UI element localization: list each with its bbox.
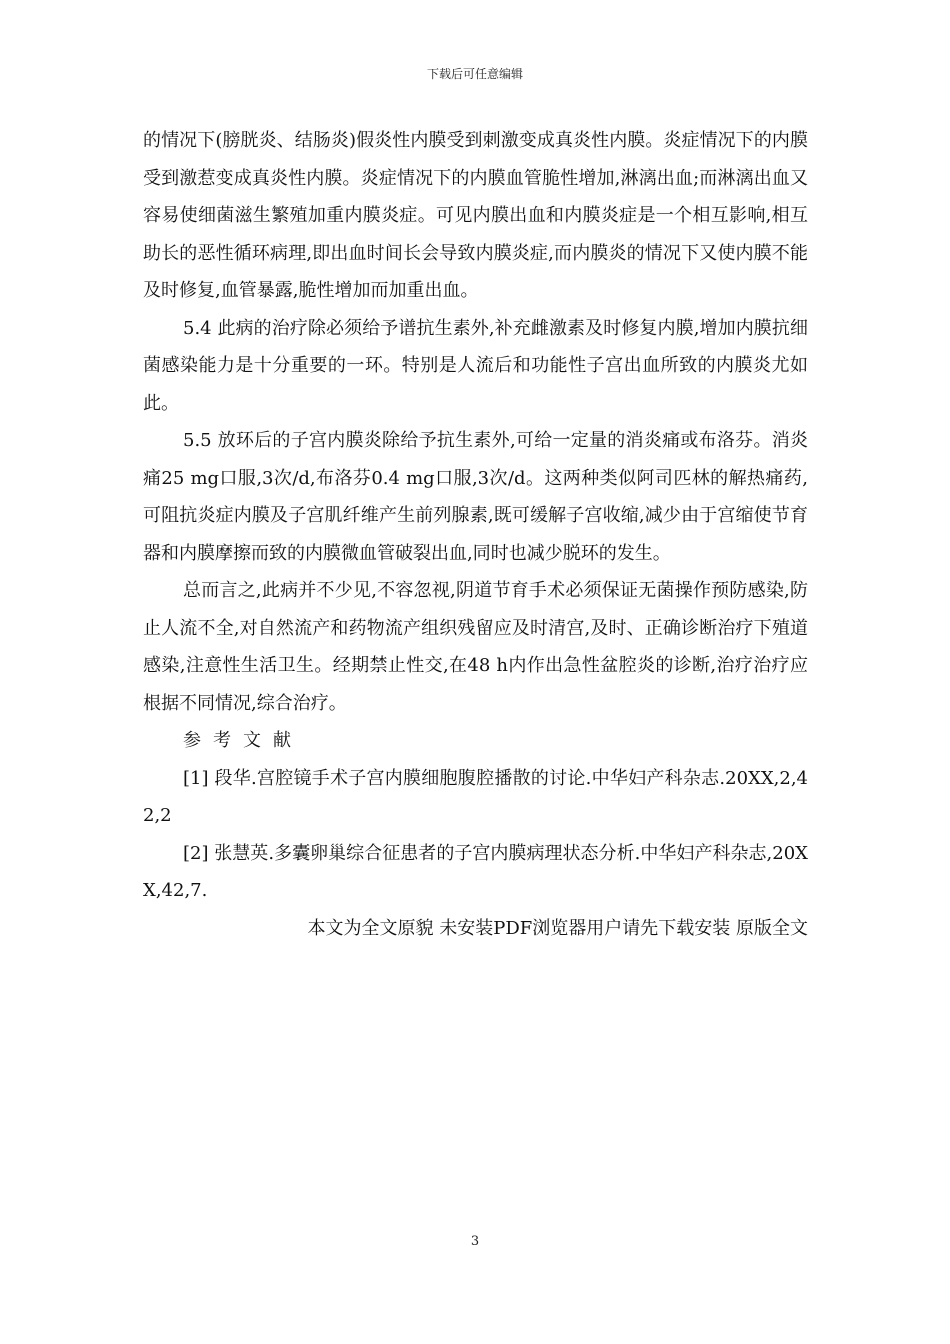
paragraph-summary: 总而言之,此病并不少见,不容忽视,阴道节育手术必须保证无菌操作预防感染,防止人流不全,对自然流产和药物流产组织残留应及时清宫,及时、正确诊断治疗下殖道感染,注意性生活卫生。经期禁止性交,在48 h内作出急性盆腔炎的诊断,治疗治疗应根据不同情况,综合治疗。: [143, 580, 808, 714]
reference-item-2: [2] 张慧英.多囊卵巢综合征患者的子宫内膜病理状态分析.中华妇产科杂志,20XX,42,7.: [143, 842, 808, 901]
paragraph-5-4: 5.4 此病的治疗除必须给予谱抗生素外,补充雌激素及时修复内膜,增加内膜抗细菌感染能力是十分重要的一环。特别是人流后和功能性子宫出血所致的内膜炎尤如此。: [143, 317, 808, 414]
references-heading: 参考文献: [183, 730, 303, 751]
full-text-note: 本文为全文原貌 未安装PDF浏览器用户请先下载安装 原版全文: [307, 917, 808, 939]
page-header: 下载后可任意编辑: [426, 67, 523, 81]
body-text: [143, 122, 808, 947]
reference-item-1: [1] 段华.宫腔镜手术子宫内膜细胞腹腔播散的讨论.中华妇产科杂志.20XX,2,42,2: [143, 767, 808, 826]
paragraph-continued: 的情况下(膀胱炎、结肠炎)假炎性内膜受到刺激变成真炎性内膜。炎症情况下的内膜受到激惹变成真炎性内膜。炎症情况下的内膜血管脆性增加,淋漓出血;而淋漓出血又容易使细菌滋生繁殖加重内膜炎症。可见内膜出血和内膜炎症是一个相互影响,相互助长的恶性循环病理,即出血时间长会导致内膜炎症,而内膜炎的情况下又使内膜不能及时修复,血管暴露,脆性增加而加重出血。: [143, 130, 808, 301]
page-number: 3: [470, 1234, 480, 1249]
paragraph-5-5: 5.5 放环后的子宫内膜炎除给予抗生素外,可给一定量的消炎痛或布洛芬。消炎痛25 mg口服,3次/d,布洛芬0.4 mg口服,3次/d。这两种类似阿司匹林的解热痛药,可阻抗炎症内膜及子宫肌纤维产生前列腺素,既可缓解子宫收缩,减少由于宫缩使节育器和内膜摩擦而致的内膜微血管破裂出血,同时也减少脱环的发生。: [143, 430, 808, 564]
